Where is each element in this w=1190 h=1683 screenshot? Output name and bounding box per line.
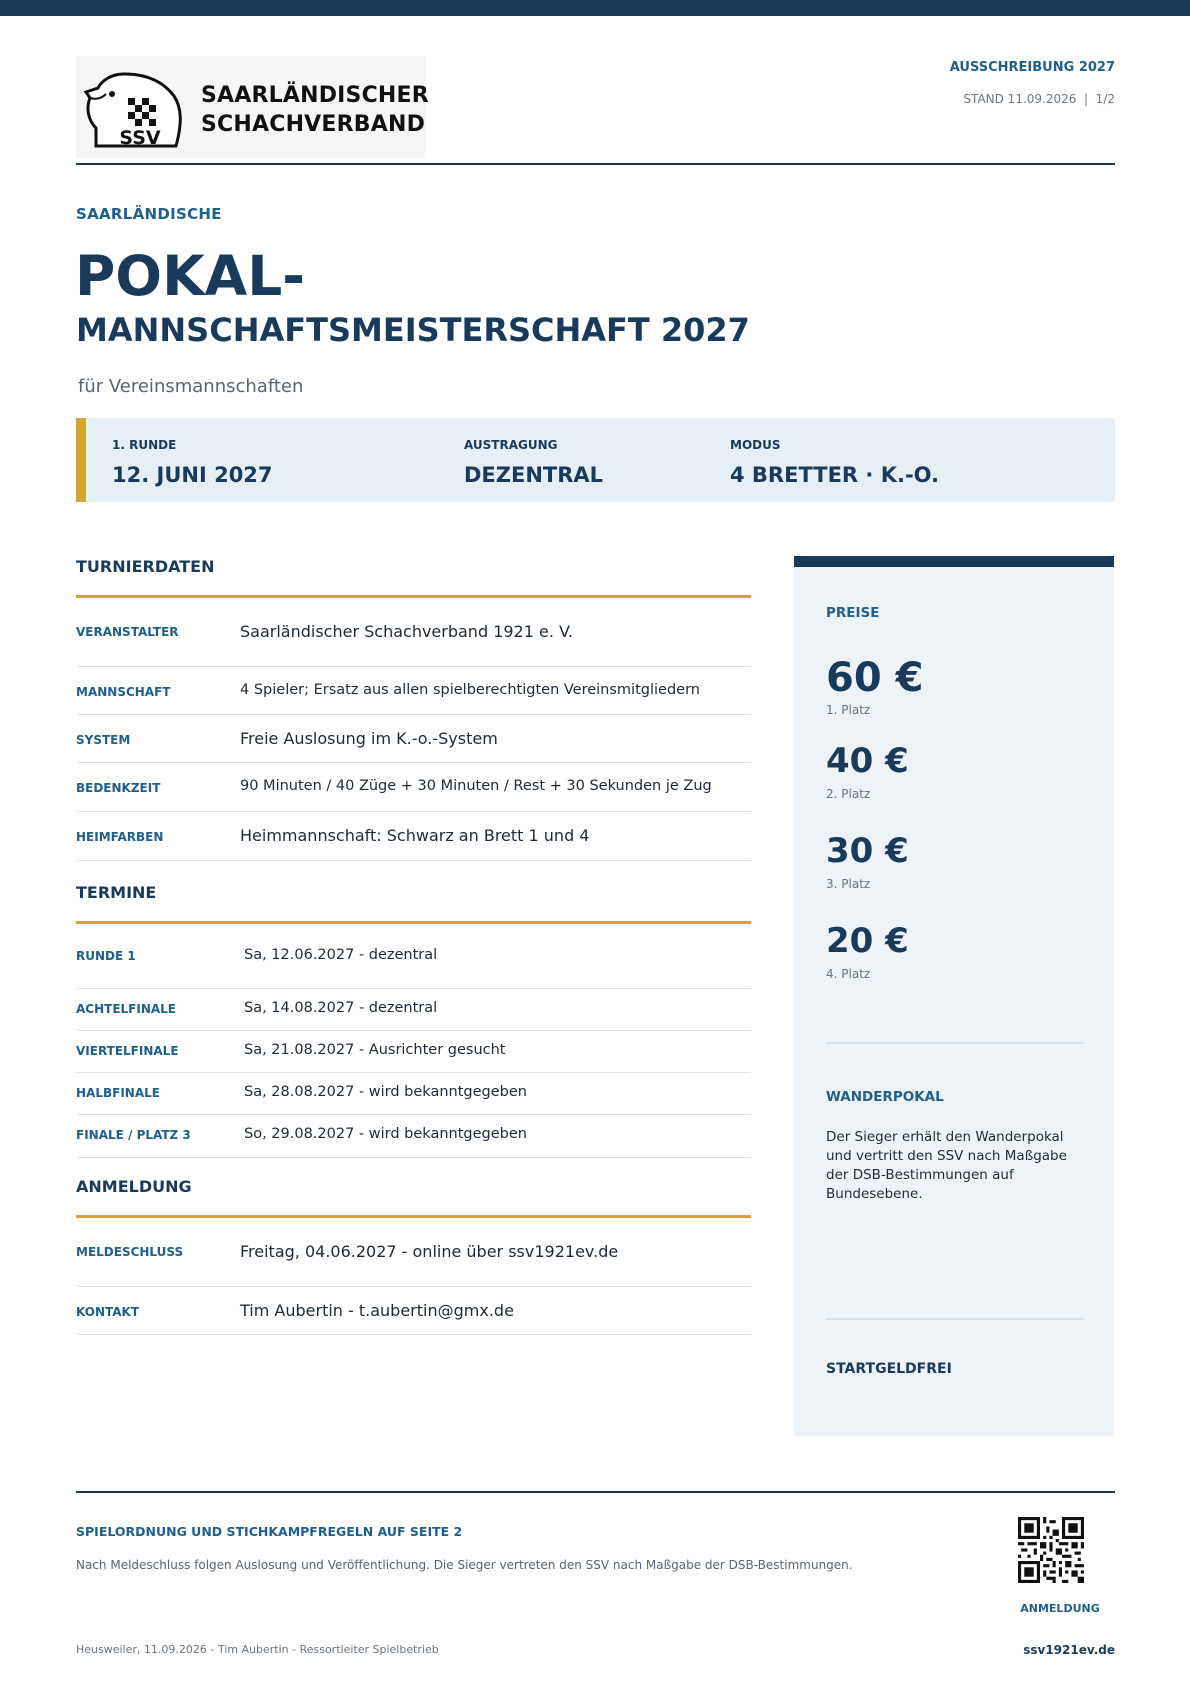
footer-divider bbox=[76, 1491, 1115, 1493]
prize-third bbox=[826, 832, 909, 891]
table-row bbox=[76, 812, 751, 861]
footer-meta: Heusweiler, 11.09.2026 - Tim Aubertin - Ressortleiter Spielbetrieb bbox=[76, 1643, 439, 1656]
qr-code-icon[interactable] bbox=[1018, 1517, 1084, 1583]
sidebar-top-bar bbox=[794, 556, 1114, 567]
knight-logo-icon bbox=[82, 64, 190, 152]
section-title: ANMELDUNG bbox=[76, 1177, 192, 1196]
row-value: Freitag, 04.06.2027 - online über ssv1921ev.de bbox=[240, 1242, 619, 1261]
row-label: MELDESCHLUSS bbox=[76, 1245, 184, 1259]
row-value: Tim Aubertin - t.aubertin@gmx.de bbox=[240, 1301, 514, 1320]
row-label: BEDENKZEIT bbox=[76, 781, 161, 795]
fact-first-round bbox=[112, 438, 273, 487]
row-value: Heimmannschaft: Schwarz an Brett 1 und 4 bbox=[240, 826, 590, 845]
title-line-2: MANNSCHAFTSMEISTERSCHAFT 2027 bbox=[76, 311, 750, 349]
logo-badge-text: SSV bbox=[119, 127, 161, 149]
fact-value: DEZENTRAL bbox=[464, 463, 604, 487]
prize-amount: 30 € bbox=[826, 831, 909, 871]
table-row bbox=[76, 1218, 751, 1287]
prizes-sidebar bbox=[794, 556, 1114, 1436]
key-facts-band bbox=[76, 418, 1115, 502]
qr-label: ANMELDUNG bbox=[1020, 1602, 1100, 1615]
row-value: Sa, 21.08.2027 - Ausrichter gesucht bbox=[244, 1042, 506, 1058]
header-divider bbox=[76, 163, 1115, 165]
table-row bbox=[76, 1115, 751, 1158]
prize-place: 4. Platz bbox=[826, 967, 871, 981]
prize-amount: 40 € bbox=[826, 741, 909, 781]
band-accent-bar bbox=[76, 418, 86, 502]
fact-venue-mode bbox=[464, 438, 603, 487]
table-row bbox=[76, 715, 751, 763]
row-label: FINALE / PLATZ 3 bbox=[76, 1128, 191, 1142]
section-anmeldung bbox=[76, 1177, 751, 1335]
footer-title: SPIELORDNUNG UND STICHKAMPFREGELN AUF SEITE 2 bbox=[76, 1524, 463, 1539]
prize-second bbox=[826, 742, 909, 801]
top-color-bar bbox=[0, 0, 1190, 16]
fact-label: AUSTRAGUNG bbox=[464, 438, 558, 452]
row-label: RUNDE 1 bbox=[76, 949, 136, 963]
row-value: Saarländischer Schachverband 1921 e. V. bbox=[240, 622, 573, 641]
row-label: ACHTELFINALE bbox=[76, 1002, 177, 1016]
fact-label: MODUS bbox=[730, 438, 781, 452]
document-type: AUSSCHREIBUNG 2027 bbox=[949, 60, 1115, 75]
prize-place: 2. Platz bbox=[826, 787, 871, 801]
table-row bbox=[76, 1073, 751, 1115]
prizes-title: PREISE bbox=[826, 605, 880, 621]
ssv-logo bbox=[76, 56, 429, 158]
table-row bbox=[76, 1031, 751, 1073]
prize-place: 3. Platz bbox=[826, 877, 871, 891]
table-row bbox=[76, 924, 751, 989]
row-value: Sa, 28.08.2027 - wird bekanntgegeben bbox=[244, 1084, 527, 1100]
logo-line-2: SCHACHVERBAND bbox=[201, 112, 426, 137]
sidebar-divider bbox=[826, 1318, 1084, 1320]
prize-fourth bbox=[826, 922, 909, 981]
row-label: MANNSCHAFT bbox=[76, 685, 171, 699]
row-label: HEIMFARBEN bbox=[76, 830, 164, 844]
fact-value: 12. JUNI 2027 bbox=[112, 463, 273, 487]
sidebar-divider bbox=[826, 1042, 1084, 1044]
trophy-text: Der Sieger erhält den Wanderpokal und vertritt den SSV nach Maßgabe der DSB-Bestimmungen auf Bundesebene. bbox=[826, 1129, 1067, 1202]
table-row bbox=[76, 1287, 751, 1335]
section-title: TURNIERDATEN bbox=[76, 557, 215, 576]
fact-value: 4 BRETTER · K.-O. bbox=[730, 463, 940, 487]
row-value: Sa, 14.08.2027 - dezentral bbox=[244, 1000, 438, 1016]
prize-amount: 20 € bbox=[826, 921, 909, 961]
row-label: VIERTELFINALE bbox=[76, 1044, 179, 1058]
row-label: KONTAKT bbox=[76, 1305, 140, 1319]
title-subtitle: für Vereinsmannschaften bbox=[78, 376, 304, 397]
trophy-title: WANDERPOKAL bbox=[826, 1089, 944, 1105]
footer-note: Nach Meldeschluss folgen Auslosung und Veröffentlichung. Die Sieger vertreten den SSV nach Maßgabe der DSB-Bestimmungen. bbox=[76, 1558, 853, 1572]
table-row bbox=[76, 763, 751, 812]
header-meta bbox=[950, 60, 1115, 106]
logo-wordmark bbox=[201, 81, 429, 139]
title-line-1: POKAL- bbox=[75, 244, 306, 308]
footer-url-link[interactable]: ssv1921ev.de bbox=[1023, 1643, 1115, 1657]
row-value: So, 29.08.2027 - wird bekanntgegeben bbox=[244, 1126, 527, 1142]
section-termine bbox=[76, 883, 751, 1158]
row-label: SYSTEM bbox=[76, 733, 131, 747]
table-row bbox=[76, 989, 751, 1031]
entry-fee-note: STARTGELDFREI bbox=[826, 1361, 952, 1377]
title-kicker: SAARLÄNDISCHE bbox=[76, 205, 222, 223]
row-value: 90 Minuten / 40 Züge + 30 Minuten / Rest + 30 Sekunden je Zug bbox=[240, 778, 712, 794]
row-value: 4 Spieler; Ersatz aus allen spielberechtigten Vereinsmitgliedern bbox=[240, 682, 700, 698]
section-turnierdaten bbox=[76, 557, 751, 861]
prize-first bbox=[826, 656, 923, 717]
logo-line-1: SAARLÄNDISCHER bbox=[201, 83, 429, 108]
prize-place: 1. Platz bbox=[826, 703, 871, 717]
row-value: Sa, 12.06.2027 - dezentral bbox=[244, 947, 438, 963]
table-row bbox=[76, 598, 751, 667]
row-label: VERANSTALTER bbox=[76, 625, 179, 639]
document-stand: STAND 11.09.2026 | 1/2 bbox=[963, 92, 1115, 106]
row-value: Freie Auslosung im K.-o.-System bbox=[240, 729, 498, 748]
table-row bbox=[76, 667, 751, 715]
prize-amount: 60 € bbox=[826, 655, 924, 701]
fact-label: 1. RUNDE bbox=[112, 438, 177, 452]
fact-format bbox=[730, 438, 939, 487]
row-label: HALBFINALE bbox=[76, 1086, 160, 1100]
section-title: TERMINE bbox=[76, 883, 157, 902]
